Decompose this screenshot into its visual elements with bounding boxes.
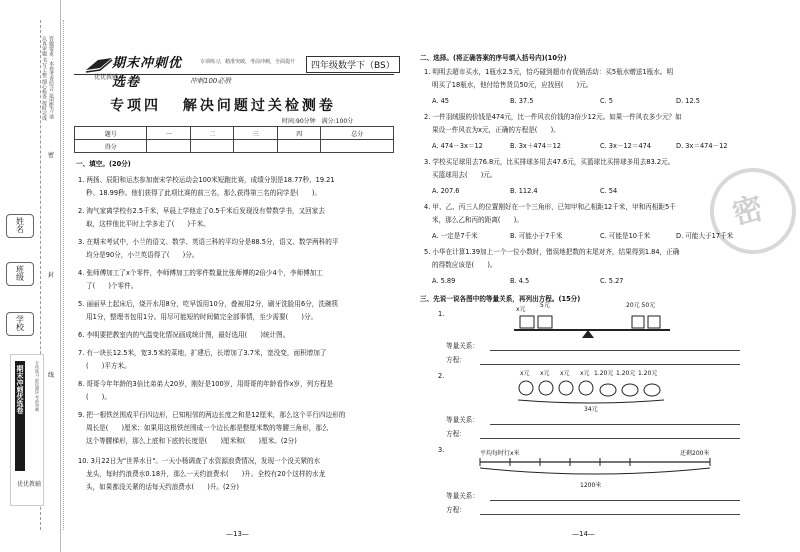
seal-mark-2: 封 [48,272,55,279]
score-cell: 二 [190,127,234,140]
choice-q2-opt-d: D. 3x＝474－12 [676,142,728,150]
section2-heading: 二、选择。(将正确答案的序号填入括号内)(10分) [420,54,567,62]
choice-q4-opt-a: A. 一定是7千米 [432,232,478,240]
watermark-text: 密 [728,190,767,233]
equation-label-2: 方程： [446,430,466,438]
score-input[interactable] [147,140,191,153]
class-field[interactable] [6,262,34,286]
choice-q1-opt-a: A. 45 [432,97,449,105]
choice-q3-opt-c: C. 54 [600,187,618,195]
diag2-p1: 1.20元 [594,370,614,377]
choice-q4-l1: 4. 甲、乙、丙三人的位置刚好在一个三角形，已知甲和乙相距12千米，甲和丙相距5千 [424,203,676,211]
relation-answer-3[interactable] [490,500,740,501]
choice-q5-l2: 的得数应该是( )。 [432,261,497,269]
diag2-x2: x元 [540,370,550,377]
choice-q2-l2: 果设一件风衣为x元，正确的方程是( )。 [432,126,560,134]
fill-q1-l1: 1. 两扬、辰阳和运杰参加南宋学校运动会100米短跑比赛，成绩分别是18.77秒、19.21 [78,176,335,184]
relation-answer-1[interactable] [490,350,740,351]
title-part-b: 解决问题过关检测卷 [182,98,336,114]
score-input[interactable] [277,140,321,153]
fill-q1-l2: 秒、18.99秒。他们获得了此项比赛的前三名，那么获得第三名的同学是( )。 [86,189,322,197]
diag2-x3: x元 [560,370,570,377]
equation-answer-1[interactable] [480,364,740,365]
fill-q9-l3: 这个等腰梯形，那么上底和下底的长度是( )厘米和( )厘米。(2分) [86,437,297,445]
diag2-x4: x元 [580,370,590,377]
diag2-x1: x元 [520,370,530,377]
choice-q3-l1: 3. 学校买足球用去76.8元，比买排球多用去47.6元，买篮球比买排球多用去83.2元。 [424,158,675,166]
seal-mark-3: 线 [48,372,55,379]
choice-q2-opt-c: C. 3x－12＝474 [600,142,652,150]
relation-answer-2[interactable] [490,424,740,425]
equation-label-3: 方程： [446,506,466,514]
fill-q3-l1: 3. 在期末考试中，小兰的语文、数学、英语三科的平均分是88.5分，语文、数学两科的平 [78,238,339,246]
diag1-five-label: 5元 [540,302,550,309]
sidebar-logo [10,354,44,506]
choice-q4-opt-c: C. 可能是10千米 [600,232,651,240]
title-part-a: 专项四 [110,98,161,114]
box-item [538,316,552,328]
choice-q3-opt-b: B. 112.4 [510,187,538,195]
problem3-number: 3. [438,446,445,454]
choice-q5-opt-a: A. 5.89 [432,277,456,285]
score-table [74,126,394,153]
margin-line [63,20,64,530]
header-slogan: 专项练习，精准突破，考前冲刺，全面提升 [200,59,296,65]
score-cell: 四 [277,127,321,140]
diag2-p3: 1.20元 [638,370,658,377]
equation-label-1: 方程： [446,356,466,364]
problem1-number: 1. [438,310,445,318]
weight-item [648,316,660,328]
problem2-number: 2. [438,372,445,380]
diag2-p2: 1.20元 [616,370,636,377]
bag-icon [622,384,638,396]
fill-q8-l2: ( )。 [86,393,111,401]
choice-q4-l2: 米，那么乙和丙的距离( )。 [432,216,523,224]
choice-q1-opt-d: D. 12.5 [676,97,700,105]
choice-q1-opt-c: C. 5 [600,97,613,105]
choice-q3-l2: 买篮球用去( )元。 [432,171,497,179]
grade-badge: 四年级数学下（BS） [306,56,400,73]
choice-q2-opt-a: A. 474－3x＝12 [432,142,483,150]
score-input[interactable] [234,140,278,153]
sidebar-logo-tags: 专项练习 阶段测评 考前冲刺 [35,361,40,412]
score-cell: 题号 [75,127,147,140]
diag3-remain: 还剩200米 [680,450,710,457]
bag-icon [600,384,616,396]
binding-sidebar [0,0,61,552]
diag2-total: 34元 [584,406,598,413]
score-cell: 三 [234,127,278,140]
fill-q4-l2: 了( )个零件。 [86,282,138,290]
apples-diagram [516,376,666,404]
exam-meta: 时间:90分钟 满分:100分 [282,118,354,125]
fill-q10-l2: 龙头，每时约浪费水0.18升，那么一天约浪费水( )升。全校有20个这样的水龙 [86,470,326,478]
relation-label-3: 等量关系： [446,492,479,500]
fill-q7-l1: 7. 有一块长12.5米，宽3.5米的菜地，扩建后，长增加了3.7米，宽没变，面积增加了 [78,349,327,357]
choice-q2-l1: 2. 一件羽绒服的价钱是474元，比一件风衣价钱的3倍少12元。如果一件风衣多少元？如 [424,113,682,121]
equation-answer-3[interactable] [480,514,740,515]
balance-pivot [582,330,594,338]
header-motto: 冲刺100必胜 [190,77,232,85]
fill-q2-l2: 取，这样他比平时上学多走了( )千米。 [86,220,210,228]
section3-heading: 三、先说一说各图中的等量关系，再列出方程。(15分) [420,295,581,303]
choice-q2-opt-b: B. 3x＋474＝12 [510,142,561,150]
water-box [520,316,534,328]
sidebar-brand: 优优教辅 [17,481,42,488]
page-number-left: —13— [226,530,249,538]
apple-icon [559,381,573,395]
fill-q10-l3: 头，如果都没关紧的话每天约浪费水( )升。(2分) [86,483,239,491]
fill-q9-l2: 周长是( )厘米；如果用这根铁丝围成一个边长都是整厘米数的等腰三角形，那么 [86,424,329,432]
logo-title: 期末冲刺优选卷 [112,56,183,90]
score-input[interactable] [321,140,394,153]
weight-item [632,316,644,328]
balance-diagram [510,304,680,340]
choice-q4-opt-b: B. 可能小于7千米 [510,232,563,240]
fill-q5-l1: 5. 丽丽早上起床后，烧开水用8分，吃早饭用10分，叠被用2分，刷牙洗脸用6分，洗碗筷 [78,300,339,308]
name-label: 姓名 [15,217,25,233]
choice-q1-l2: 明买了18瓶水，他付给售货员50元，应找回( )元。 [432,81,593,89]
score-cell: 总分 [321,127,394,140]
name-field[interactable] [6,214,34,238]
exam-rules: 答题要求：本卷考查综合 运用能力 请认真审题 书写工整 细心检查 按时完成 [41,36,54,121]
seal-mark-1: 密 [48,152,55,159]
score-table-score-row [75,140,394,153]
school-label: 学校 [15,315,25,331]
score-cell: 一 [147,127,191,140]
fill-q8-l1: 8. 哥哥今年年龄的3倍比弟弟大20岁，刚好是100岁，用哥哥的年龄看作x岁，列方程是 [78,380,334,388]
score-input[interactable] [190,140,234,153]
choice-q5-opt-c: C. 5.27 [600,277,624,285]
page-number-right: —14— [572,530,595,538]
apple-icon [579,381,593,395]
fill-q2-l1: 2. 淘气家离学校有2.5千米，早晨上学他走了0.5千米后发现没有带数学书，又回家去 [78,207,325,215]
relation-label-2: 等量关系： [446,416,479,424]
choice-q5-l1: 5. 小华在计算1.39加上一个一位小数时，错误地把数的末尾对齐，结果得到1.84，正确 [424,248,680,256]
fill-q9-l1: 9. 把一根铁丝围成平行四边形，已知相邻的两边长度之和是12厘米，那么这个平行四边形的 [78,411,346,419]
choice-q1-l1: 1. 明明去超市买水，1瓶水2.5元，恰巧碰到超市有促销活动：买5瓶水赠送1瓶水。明 [424,68,674,76]
page-title [110,95,390,115]
fill-q5-l2: 用1分，整理书包用1分。用尽可能短的时间做完全部事情，至少需要( )分。 [86,313,318,321]
diag3-speed: 平均每时行x米 [480,450,520,457]
score-table-header-row [75,127,394,140]
section1-heading: 一、填空。(20分) [76,160,131,168]
school-field[interactable] [6,312,34,336]
choice-q3-opt-a: A. 207.6 [432,187,460,195]
sidebar-logo-title: 期末冲刺优选卷 [16,365,24,414]
total-brace [480,468,710,474]
diag1-x-label: x元 [516,306,526,313]
diag3-total: 1200米 [580,482,602,489]
apple-icon [539,381,553,395]
choice-q1-opt-b: B. 37.5 [510,97,534,105]
fill-q10-l1: 10. 3月22日为"世界水日"。一天小杨调查了水资源浪费情况，发现一个没关紧的水 [78,457,321,465]
choice-q5-opt-b: B. 4.5 [510,277,530,285]
fill-q7-l2: ( )平方米。 [86,362,131,370]
equation-answer-2[interactable] [480,438,740,439]
diag1-right-label: 20元 50元 [626,302,656,309]
total-brace [518,400,664,403]
choice-q4-opt-d: D. 可能大于17千米 [676,232,734,240]
fill-q6-l1: 6. 李明要把教室内的气温变化情况画成统计图，最好选用( )统计图。 [78,331,290,339]
fill-q3-l2: 均分是90分，小兰英语得了( )分。 [86,251,199,259]
apple-icon [519,381,533,395]
logo-sub: 优优教辅 [94,74,119,81]
bag-icon [644,384,660,396]
score-cell: 得分 [75,140,147,153]
class-label: 班级 [15,265,25,281]
fill-q4-l1: 4. 张师傅加工了x个零件，李师傅加工的零件数量比张师傅的2倍少4个，李师傅加工 [78,269,323,277]
header-rule [74,74,394,75]
relation-label-1: 等量关系： [446,342,479,350]
